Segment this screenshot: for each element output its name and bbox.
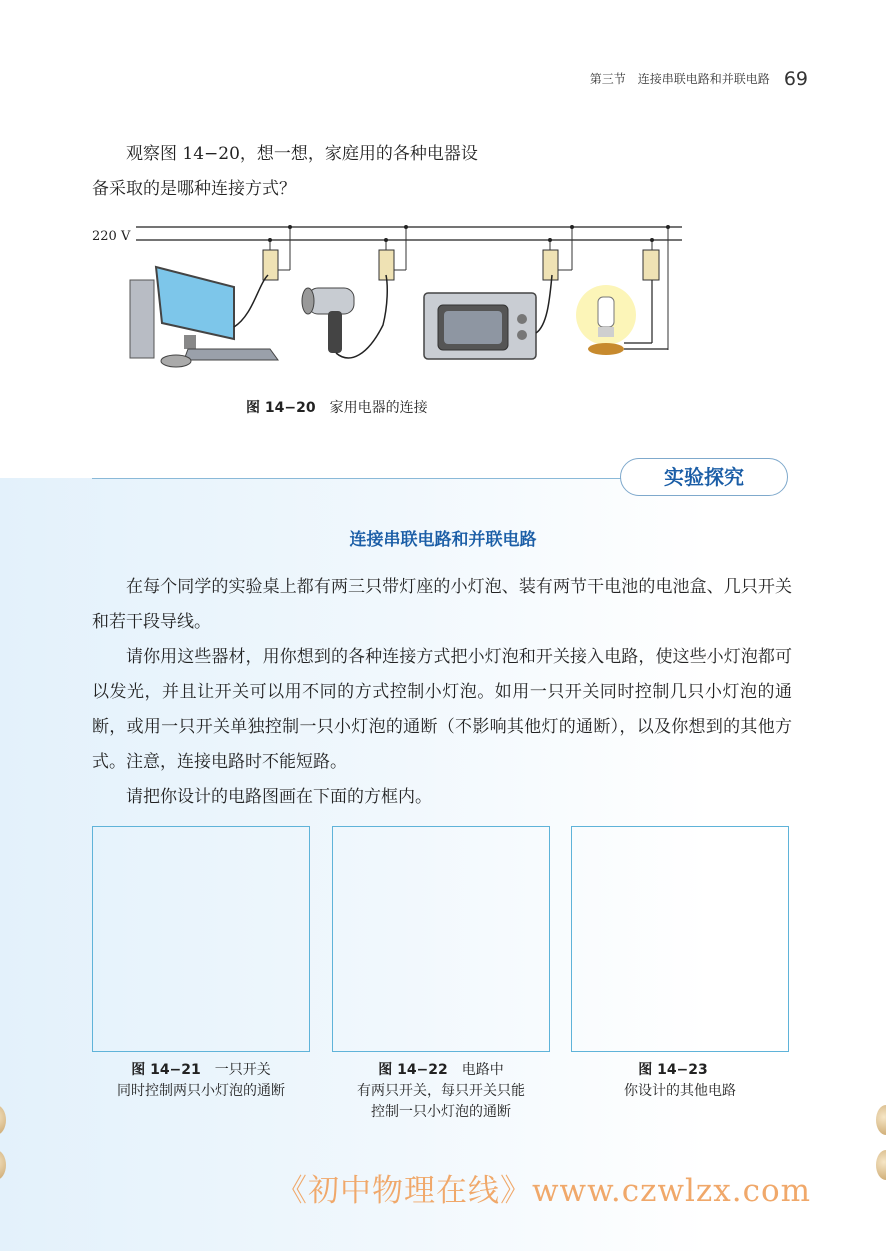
running-header — [590, 68, 808, 90]
box-3-number: 图 14−23 — [638, 1062, 708, 1078]
intro-line-1: 观察图 14−20，想一想，家庭用的各种电器设 — [126, 144, 478, 164]
caption-number: 图 14−20 — [246, 400, 316, 416]
box-2-line-2: 有两只开关，每只开关只能 — [357, 1083, 525, 1099]
drawing-box-3[interactable] — [571, 826, 789, 1052]
paragraph-2: 请你用这些器材，用你想到的各种连接方式把小灯泡和开关接入电路，使这些小灯泡都可以发光，并且让开关可以用不同的方式控制小灯泡。如用一只开关同时控制几只小灯泡的通断，或用一只开关单独控制一只小灯泡的通断（不影响其他灯的通断），以及你想到的其他方式。注意，连接电路时不能短路。 — [92, 647, 792, 772]
household-wiring-figure — [88, 215, 688, 375]
intro-question — [92, 137, 562, 207]
box-2-line-1: 电路中 — [461, 1062, 504, 1078]
box-3-caption — [563, 1060, 797, 1102]
box-2-number: 图 14−22 — [378, 1062, 448, 1078]
drawing-box-1[interactable] — [92, 826, 310, 1052]
box-1-caption — [84, 1060, 318, 1102]
paragraph-1: 在每个同学的实验桌上都有两三只带灯座的小灯泡、装有两节干电池的电池盒、几只开关和若干段导线。 — [92, 577, 792, 632]
lamp-icon — [576, 280, 668, 355]
computer-icon — [130, 267, 278, 367]
box-2-line-3: 控制一只小灯泡的通断 — [371, 1104, 511, 1120]
paragraph-3: 请把你设计的电路图画在下面的方框内。 — [126, 787, 432, 807]
experiment-title: 连接串联电路和并联电路 — [349, 530, 537, 550]
voltage-label: 220 V — [92, 229, 131, 244]
section-tag: 实验探究 — [620, 458, 788, 496]
box-1-line-2: 同时控制两只小灯泡的通断 — [117, 1083, 285, 1099]
header-section: 第三节 连接串联电路和并联电路 — [589, 72, 770, 86]
box-1-line-1: 一只开关 — [214, 1062, 271, 1078]
hair-dryer-icon — [302, 275, 387, 358]
box-3-line-2: 你设计的其他电路 — [624, 1083, 736, 1099]
figure-14-20-caption — [246, 397, 428, 417]
experiment-body — [92, 570, 792, 815]
box-2-caption — [324, 1060, 558, 1123]
section-divider — [92, 478, 632, 479]
caption-text: 家用电器的连接 — [329, 400, 428, 416]
intro-line-2: 备采取的是哪种连接方式？ — [92, 179, 296, 199]
box-1-number: 图 14−21 — [131, 1062, 201, 1078]
drawing-box-2[interactable] — [332, 826, 550, 1052]
microwave-icon — [424, 275, 552, 359]
page-number: 69 — [783, 68, 808, 90]
watermark: 《初中物理在线》www.czwlzx.com — [276, 1173, 812, 1209]
